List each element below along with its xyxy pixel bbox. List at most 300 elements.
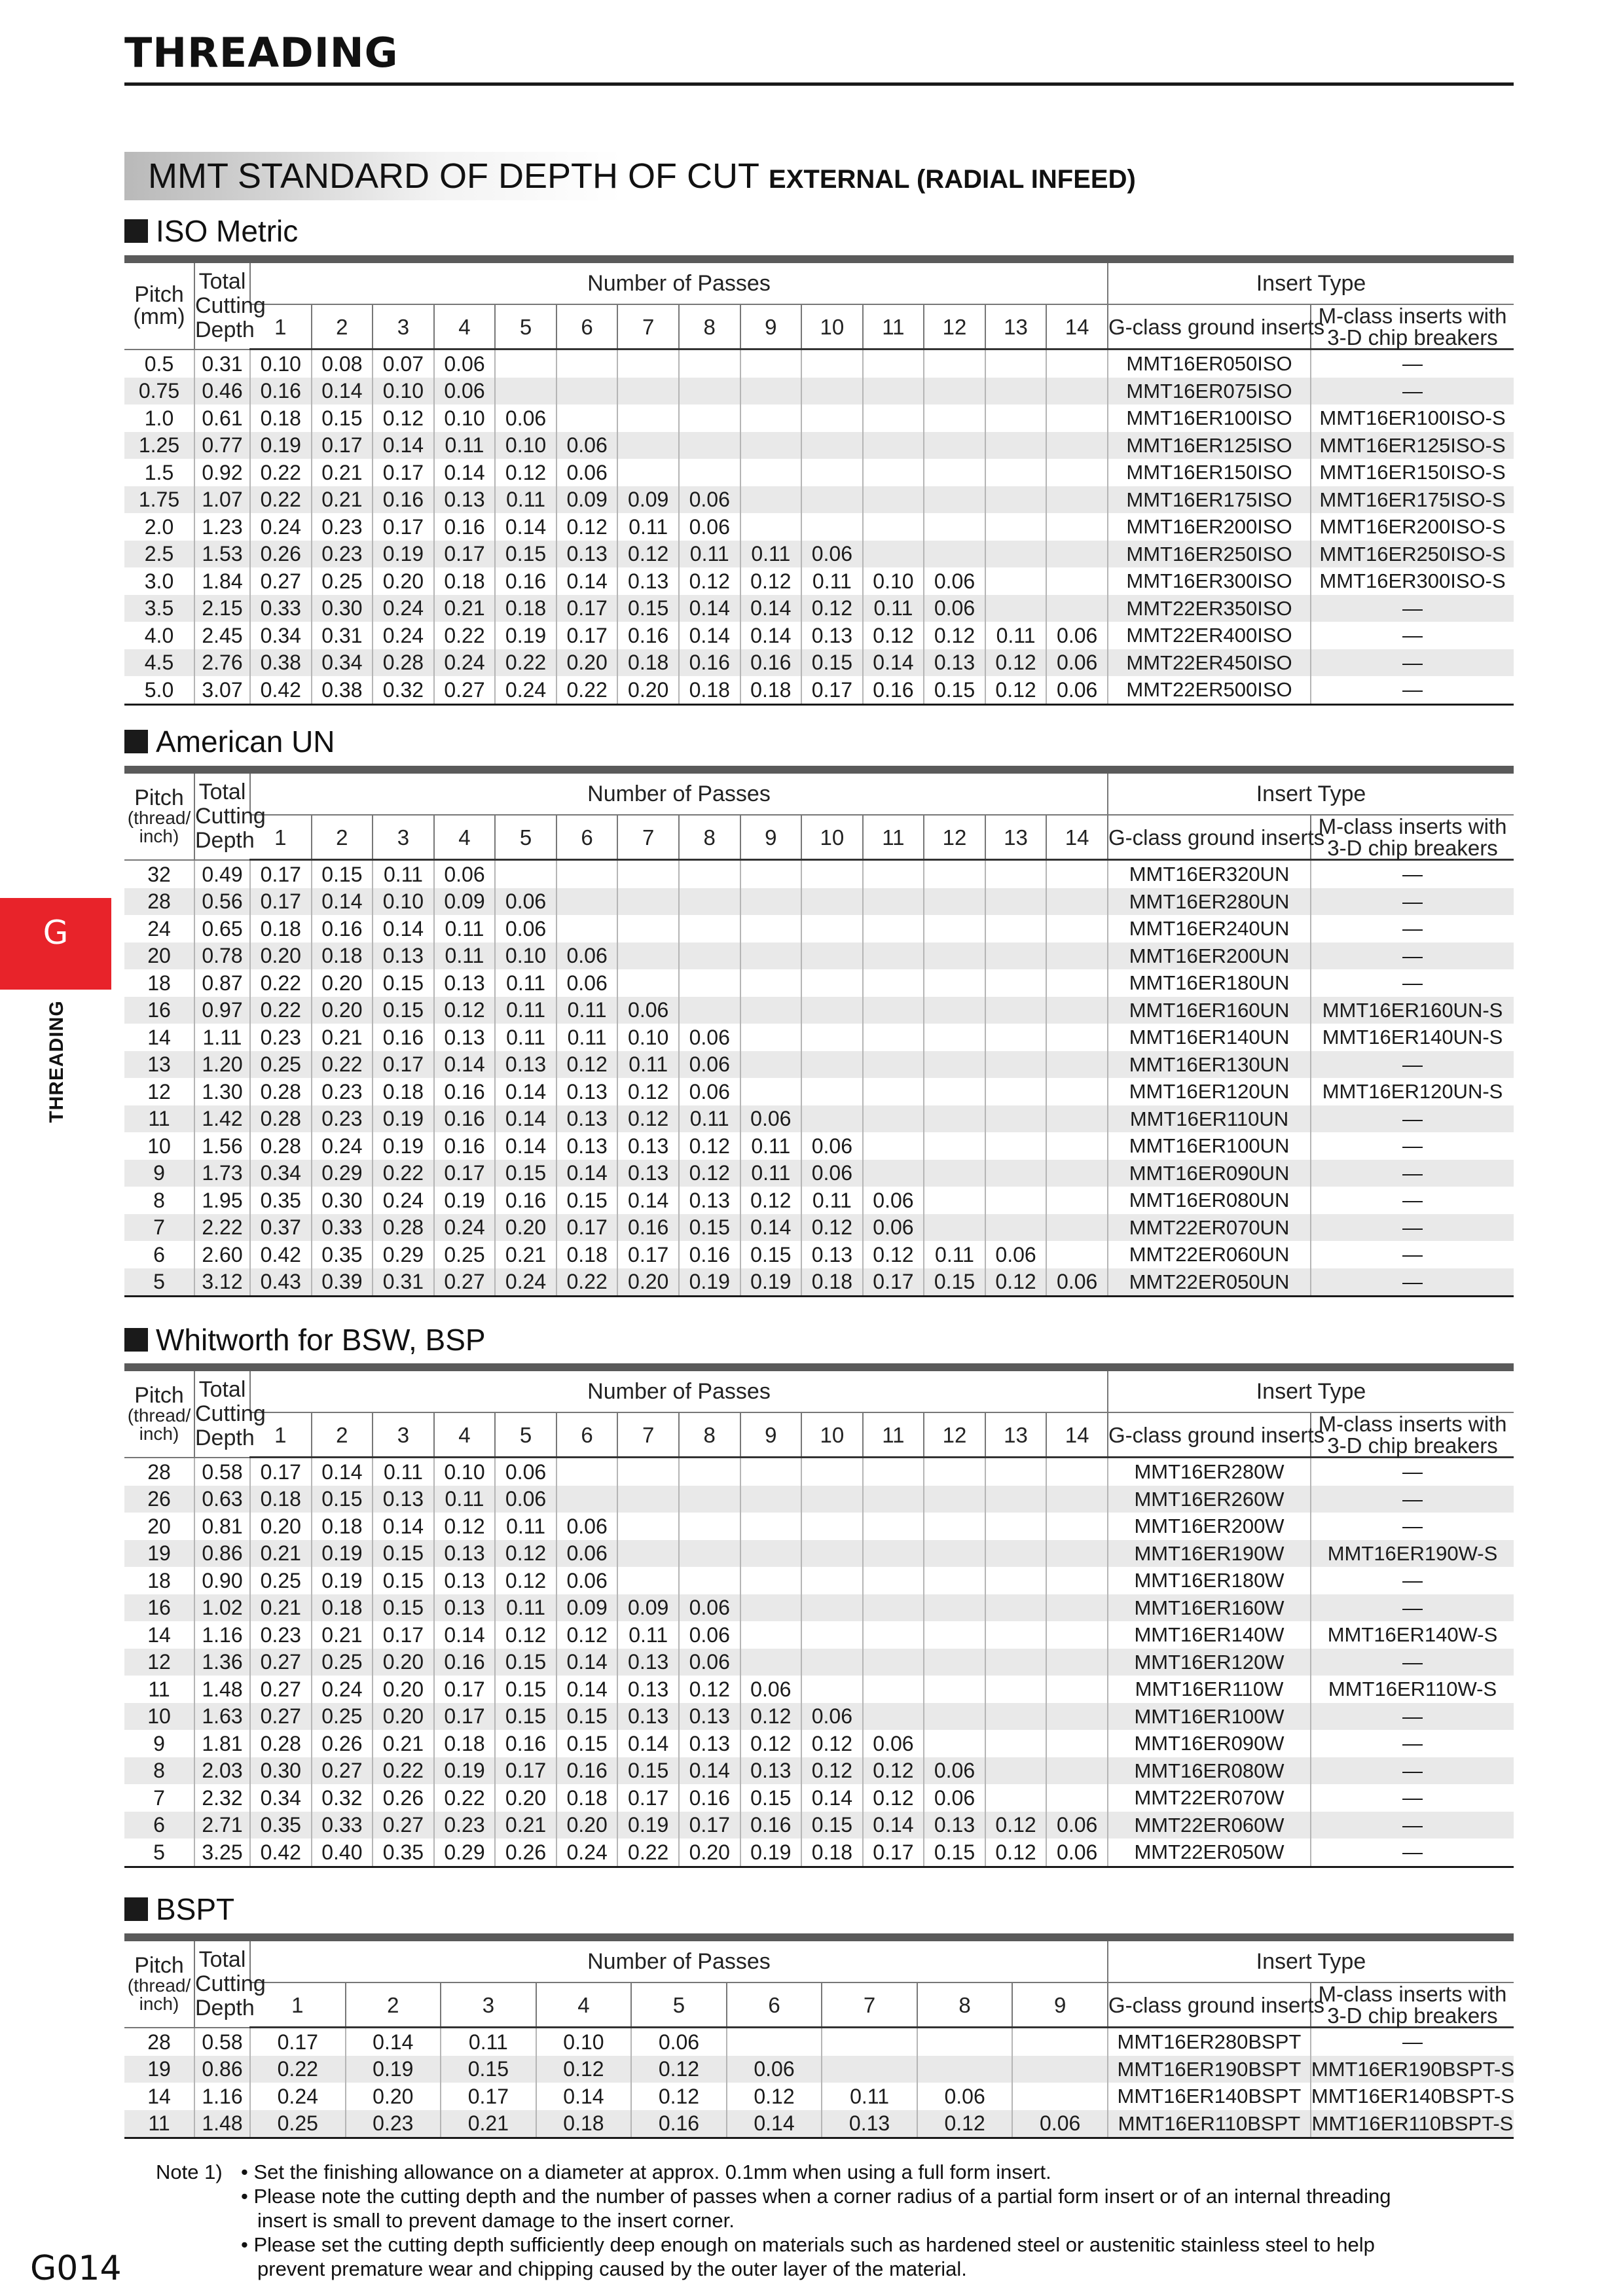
pass-depth-cell: 0.30 bbox=[312, 1187, 373, 1214]
pass-depth-cell bbox=[740, 860, 802, 888]
table-row bbox=[124, 969, 1514, 997]
m-class-insert-cell: — bbox=[1311, 1730, 1514, 1757]
pass-depth-cell bbox=[801, 513, 863, 541]
pass-depth-cell: 0.30 bbox=[312, 595, 373, 622]
pass-depth-cell: 0.19 bbox=[250, 432, 312, 459]
pass-depth-cell: 0.12 bbox=[617, 541, 679, 568]
m-class-insert-cell: — bbox=[1311, 1567, 1514, 1594]
pass-depth-cell: 0.19 bbox=[373, 541, 434, 568]
pass-depth-cell: 0.12 bbox=[495, 459, 556, 486]
pass-depth-cell bbox=[863, 1078, 924, 1105]
pass-depth-cell: 0.12 bbox=[495, 1540, 556, 1568]
pitch-cell: 10 bbox=[147, 1134, 171, 1158]
pass-depth-cell: 0.14 bbox=[556, 1676, 618, 1703]
pass-depth-cell: 0.30 bbox=[250, 1757, 312, 1785]
pass-depth-cell: 0.43 bbox=[250, 1268, 312, 1297]
pass-depth-cell bbox=[1046, 969, 1108, 997]
total-depth-cell: 1.07 bbox=[194, 486, 250, 514]
pitch-cell: 19 bbox=[124, 1540, 194, 1568]
table-heading bbox=[124, 1892, 234, 1927]
pass-depth-cell: 0.27 bbox=[373, 1812, 434, 1839]
pass-depth-cell: 0.26 bbox=[312, 1730, 373, 1757]
pass-depth-cell: 0.13 bbox=[495, 1051, 556, 1079]
pass-depth-cell: 0.17 bbox=[434, 1160, 496, 1187]
pass-depth-cell: 0.15 bbox=[740, 1241, 802, 1268]
pass-depth-cell: 0.39 bbox=[312, 1268, 373, 1297]
number-of-passes-header: Number of Passes bbox=[250, 259, 1108, 304]
m-class-insert-cell: MMT16ER190BSPT-S bbox=[1311, 2056, 1514, 2083]
pass-depth-cell bbox=[924, 541, 985, 568]
insert-type-header: Insert Type bbox=[1108, 1937, 1514, 1982]
pass-number-header: 3 bbox=[373, 815, 434, 860]
m-class-insert-cell: MMT16ER125ISO-S bbox=[1311, 432, 1514, 459]
pitch-cell: 1.75 bbox=[124, 486, 194, 514]
pass-depth-cell: 0.21 bbox=[441, 2110, 536, 2138]
pass-depth-cell: 0.20 bbox=[617, 1268, 679, 1297]
g-class-insert-cell: MMT16ER280BSPT bbox=[1108, 2028, 1311, 2056]
pitch-cell: 8 bbox=[153, 1188, 165, 1212]
m-class-insert-cell: MMT16ER190W-S bbox=[1311, 1540, 1514, 1568]
g-class-insert-cell: MMT16ER140BSPT bbox=[1108, 2083, 1311, 2110]
pass-depth-cell bbox=[924, 1078, 985, 1105]
pass-depth-cell: 0.18 bbox=[617, 649, 679, 677]
pass-depth-cell: 0.33 bbox=[250, 595, 312, 622]
pass-depth-cell: 0.24 bbox=[312, 1132, 373, 1160]
pass-depth-cell bbox=[985, 404, 1047, 432]
g-class-insert-cell: MMT16ER150ISO bbox=[1108, 459, 1311, 486]
pass-depth-cell bbox=[801, 378, 863, 405]
pass-depth-cell bbox=[863, 378, 924, 405]
m-class-insert-cell: — bbox=[1311, 1594, 1514, 1622]
m-class-insert-cell: — bbox=[1311, 1105, 1514, 1133]
total-depth-cell: 1.63 bbox=[194, 1703, 250, 1731]
total-depth-cell: 3.25 bbox=[194, 1839, 250, 1867]
total-depth-cell: 1.23 bbox=[194, 513, 250, 541]
pass-depth-cell: 0.17 bbox=[250, 860, 312, 888]
pass-depth-cell: 0.17 bbox=[250, 888, 312, 916]
pitch-cell: 6 bbox=[124, 1812, 194, 1839]
total-depth-cell: 2.71 bbox=[194, 1812, 250, 1839]
pass-depth-cell: 0.14 bbox=[679, 595, 740, 622]
pass-depth-cell bbox=[740, 1486, 802, 1513]
pass-depth-cell bbox=[801, 969, 863, 997]
pitch-label: Pitch bbox=[134, 282, 184, 308]
pass-depth-cell bbox=[985, 1784, 1047, 1812]
pass-depth-cell: 0.23 bbox=[312, 541, 373, 568]
pass-depth-cell bbox=[1046, 350, 1108, 378]
g-class-insert-cell: MMT16ER110BSPT bbox=[1108, 2110, 1311, 2138]
depth-label: Depth bbox=[195, 1995, 255, 2020]
pass-depth-cell bbox=[801, 942, 863, 970]
pitch-cell: 2.5 bbox=[124, 541, 194, 568]
table-heading bbox=[124, 1322, 486, 1357]
pass-depth-cell: 0.12 bbox=[740, 1730, 802, 1757]
m-class-label-line: 3-D chip breakers bbox=[1327, 2003, 1498, 2028]
pass-depth-cell: 0.13 bbox=[822, 2110, 917, 2138]
pass-depth-cell bbox=[863, 969, 924, 997]
pass-depth-cell: 0.35 bbox=[312, 1241, 373, 1268]
pass-depth-cell: 0.18 bbox=[250, 1486, 312, 1513]
pass-depth-cell: 0.13 bbox=[617, 1649, 679, 1676]
pass-depth-cell bbox=[924, 1024, 985, 1051]
pass-depth-cell bbox=[924, 1730, 985, 1757]
pass-depth-cell: 0.11 bbox=[985, 622, 1047, 649]
g-class-insert-cell: MMT16ER140UN bbox=[1108, 1024, 1311, 1051]
pass-depth-cell: 0.14 bbox=[373, 1513, 434, 1540]
pass-depth-cell: 0.17 bbox=[556, 595, 618, 622]
pass-depth-cell: 0.11 bbox=[679, 541, 740, 568]
pass-number-header: 2 bbox=[312, 1412, 373, 1458]
total-cutting-depth-header bbox=[194, 259, 266, 350]
total-label: Total bbox=[198, 1947, 246, 1973]
g-class-insert-cell: MMT16ER160UN bbox=[1108, 997, 1311, 1024]
pass-depth-cell: 0.11 bbox=[740, 1132, 802, 1160]
pass-number-header: 3 bbox=[373, 304, 434, 350]
pass-depth-cell: 0.11 bbox=[495, 997, 556, 1024]
pass-depth-cell bbox=[617, 942, 679, 970]
pass-depth-cell: 0.11 bbox=[373, 1458, 434, 1486]
total-depth-cell: 0.87 bbox=[194, 969, 250, 997]
pass-depth-cell: 0.14 bbox=[727, 2110, 822, 2138]
total-depth-cell: 1.48 bbox=[194, 2110, 250, 2138]
pass-depth-cell: 0.15 bbox=[495, 1703, 556, 1731]
pass-depth-cell: 0.14 bbox=[495, 1105, 556, 1133]
pass-depth-cell: 0.20 bbox=[556, 649, 618, 677]
pass-depth-cell bbox=[740, 378, 802, 405]
pass-depth-cell: 0.14 bbox=[617, 1187, 679, 1214]
pass-depth-cell bbox=[1046, 1051, 1108, 1079]
pass-depth-cell: 0.28 bbox=[250, 1730, 312, 1757]
pass-depth-cell bbox=[740, 997, 802, 1024]
pass-depth-cell: 0.18 bbox=[536, 2110, 632, 2138]
pass-depth-cell: 0.18 bbox=[801, 1268, 863, 1297]
threading-table bbox=[124, 255, 1514, 706]
pass-depth-cell: 0.14 bbox=[312, 378, 373, 405]
m-class-insert-cell: MMT16ER100ISO-S bbox=[1311, 404, 1514, 432]
pass-depth-cell: 0.19 bbox=[740, 1839, 802, 1867]
cutting-label: Cutting bbox=[195, 293, 266, 318]
m-class-header bbox=[1311, 304, 1514, 350]
pass-depth-cell bbox=[1046, 541, 1108, 568]
total-depth-cell: 0.58 bbox=[194, 1458, 250, 1486]
pass-depth-cell: 0.15 bbox=[312, 1486, 373, 1513]
pass-depth-cell: 0.06 bbox=[1046, 622, 1108, 649]
table-row bbox=[124, 1187, 1514, 1214]
total-depth-cell: 0.81 bbox=[194, 1513, 250, 1540]
table-row bbox=[124, 459, 1514, 486]
pass-depth-cell: 0.12 bbox=[631, 2083, 727, 2110]
total-depth-cell: 1.11 bbox=[194, 1024, 250, 1051]
pass-depth-cell bbox=[863, 459, 924, 486]
m-class-insert-cell: — bbox=[1311, 1132, 1514, 1160]
square-bullet-icon bbox=[124, 1897, 148, 1921]
table-subheader-row bbox=[124, 1412, 1514, 1458]
pitch-unit: (thread/ bbox=[127, 808, 191, 829]
table-header-row bbox=[124, 1367, 1514, 1412]
pass-depth-cell bbox=[863, 1540, 924, 1568]
pass-depth-cell: 0.20 bbox=[250, 1513, 312, 1540]
pass-depth-cell bbox=[1046, 378, 1108, 405]
pass-depth-cell: 0.13 bbox=[434, 1540, 496, 1568]
pass-number-header: 8 bbox=[917, 1982, 1013, 2028]
total-cutting-depth-header bbox=[194, 1937, 266, 2028]
pass-depth-cell: 0.22 bbox=[617, 1839, 679, 1867]
pass-depth-cell: 0.15 bbox=[312, 404, 373, 432]
depth-label: Depth bbox=[195, 1425, 255, 1450]
pass-depth-cell bbox=[924, 1513, 985, 1540]
pass-depth-cell: 0.06 bbox=[679, 1594, 740, 1622]
pass-depth-cell: 0.12 bbox=[863, 1784, 924, 1812]
pass-depth-cell: 0.15 bbox=[373, 997, 434, 1024]
m-class-insert-cell: — bbox=[1311, 676, 1514, 704]
table-row bbox=[124, 1730, 1514, 1757]
pass-depth-cell: 0.18 bbox=[250, 404, 312, 432]
pass-depth-cell: 0.22 bbox=[250, 486, 312, 514]
pitch-cell: 8 bbox=[124, 1757, 194, 1785]
pass-number-header: 12 bbox=[924, 1412, 985, 1458]
note-item bbox=[156, 2160, 1391, 2184]
pass-depth-cell: 0.15 bbox=[556, 1730, 618, 1757]
pass-depth-cell: 0.18 bbox=[679, 676, 740, 704]
pass-depth-cell: 0.28 bbox=[250, 1078, 312, 1105]
pass-depth-cell: 0.09 bbox=[617, 1594, 679, 1622]
pass-depth-cell: 0.10 bbox=[495, 942, 556, 970]
m-class-header bbox=[1311, 1412, 1514, 1458]
g-class-insert-cell: MMT16ER110UN bbox=[1108, 1105, 1311, 1133]
pass-depth-cell: 0.06 bbox=[679, 513, 740, 541]
pass-depth-cell: 0.11 bbox=[434, 1486, 496, 1513]
pass-depth-cell bbox=[801, 1458, 863, 1486]
pass-depth-cell: 0.42 bbox=[250, 1839, 312, 1867]
table-heading bbox=[124, 213, 298, 249]
pass-number-header: 13 bbox=[985, 304, 1047, 350]
pass-depth-cell: 0.06 bbox=[556, 1513, 618, 1540]
number-of-passes-header: Number of Passes bbox=[250, 770, 1108, 815]
pass-depth-cell bbox=[924, 1540, 985, 1568]
pass-depth-cell: 0.35 bbox=[250, 1187, 312, 1214]
pass-depth-cell bbox=[863, 513, 924, 541]
pass-depth-cell: 0.20 bbox=[346, 2083, 441, 2110]
pass-depth-cell: 0.12 bbox=[556, 513, 618, 541]
pass-depth-cell: 0.12 bbox=[434, 997, 496, 1024]
pass-depth-cell bbox=[740, 513, 802, 541]
pass-depth-cell bbox=[495, 350, 556, 378]
pass-depth-cell bbox=[924, 969, 985, 997]
table-row bbox=[124, 942, 1514, 970]
total-depth-cell: 1.30 bbox=[194, 1078, 250, 1105]
pass-depth-cell bbox=[679, 1458, 740, 1486]
table-header-row bbox=[124, 259, 1514, 304]
m-class-insert-cell: — bbox=[1311, 595, 1514, 622]
pass-depth-cell bbox=[617, 1540, 679, 1568]
pass-depth-cell: 0.17 bbox=[863, 1839, 924, 1867]
g-class-insert-cell: MMT16ER240UN bbox=[1108, 915, 1311, 942]
g-class-insert-cell: MMT16ER090W bbox=[1108, 1730, 1311, 1757]
pass-depth-cell: 0.37 bbox=[250, 1214, 312, 1242]
pass-depth-cell: 0.19 bbox=[312, 1540, 373, 1568]
g-class-insert-cell: MMT22ER070UN bbox=[1108, 1214, 1311, 1242]
pass-depth-cell: 0.15 bbox=[924, 1839, 985, 1867]
pass-depth-cell bbox=[801, 1078, 863, 1105]
pass-depth-cell bbox=[985, 595, 1047, 622]
g-class-insert-cell: MMT16ER250ISO bbox=[1108, 541, 1311, 568]
m-class-insert-cell: MMT16ER140W-S bbox=[1311, 1621, 1514, 1649]
pitch-label: Pitch bbox=[134, 785, 184, 811]
pitch-header bbox=[124, 1367, 194, 1458]
g-class-insert-cell: MMT16ER100UN bbox=[1108, 1132, 1311, 1160]
pass-depth-cell: 0.19 bbox=[740, 1268, 802, 1297]
pass-depth-cell bbox=[985, 1214, 1047, 1242]
pass-depth-cell bbox=[801, 997, 863, 1024]
pass-depth-cell: 0.17 bbox=[312, 432, 373, 459]
pitch-cell: 7 bbox=[153, 1785, 165, 1810]
pass-depth-cell: 0.14 bbox=[312, 888, 373, 916]
pass-depth-cell: 0.06 bbox=[679, 1024, 740, 1051]
total-depth-cell: 1.73 bbox=[194, 1160, 250, 1187]
pass-depth-cell: 0.21 bbox=[434, 595, 496, 622]
pass-depth-cell bbox=[801, 1024, 863, 1051]
pass-depth-cell: 0.17 bbox=[434, 541, 496, 568]
pass-depth-cell: 0.11 bbox=[441, 2028, 536, 2056]
total-depth-cell: 2.76 bbox=[194, 649, 250, 677]
pass-depth-cell bbox=[1046, 459, 1108, 486]
note-item bbox=[156, 2184, 1391, 2233]
pass-depth-cell: 0.12 bbox=[679, 1676, 740, 1703]
pass-depth-cell: 0.24 bbox=[312, 1676, 373, 1703]
pass-depth-cell bbox=[1046, 567, 1108, 595]
pass-depth-cell bbox=[617, 888, 679, 916]
m-class-label-line: M-class inserts with bbox=[1318, 1412, 1507, 1436]
g-class-insert-cell: MMT22ER350ISO bbox=[1108, 595, 1311, 622]
pass-depth-cell bbox=[863, 1703, 924, 1731]
pass-depth-cell: 0.10 bbox=[434, 1458, 496, 1486]
pass-depth-cell bbox=[1046, 1540, 1108, 1568]
pass-depth-cell bbox=[924, 1486, 985, 1513]
pass-depth-cell: 0.22 bbox=[250, 969, 312, 997]
pass-depth-cell: 0.14 bbox=[556, 1160, 618, 1187]
pass-depth-cell: 0.15 bbox=[373, 1540, 434, 1568]
pitch-unit: inch) bbox=[139, 1994, 179, 2015]
pass-depth-cell: 0.17 bbox=[617, 1784, 679, 1812]
total-depth-cell: 0.97 bbox=[194, 997, 250, 1024]
pass-depth-cell bbox=[1012, 2028, 1108, 2056]
pass-depth-cell bbox=[924, 915, 985, 942]
threading-table bbox=[124, 1363, 1514, 1868]
pass-depth-cell bbox=[985, 1676, 1047, 1703]
pass-depth-cell: 0.11 bbox=[617, 1621, 679, 1649]
total-cutting-depth-header bbox=[194, 770, 266, 860]
pass-depth-cell bbox=[1046, 1160, 1108, 1187]
pitch-header bbox=[124, 770, 194, 860]
pass-depth-cell: 0.24 bbox=[250, 2083, 346, 2110]
pass-depth-cell bbox=[679, 969, 740, 997]
pass-depth-cell bbox=[985, 1024, 1047, 1051]
pass-depth-cell: 0.12 bbox=[740, 1703, 802, 1731]
g-class-insert-cell: MMT16ER180UN bbox=[1108, 969, 1311, 997]
total-depth-cell: 0.77 bbox=[194, 432, 250, 459]
pass-depth-cell bbox=[1046, 1105, 1108, 1133]
g-class-header: G-class ground inserts bbox=[1108, 1982, 1311, 2028]
pass-depth-cell: 0.21 bbox=[250, 1594, 312, 1622]
pass-depth-cell: 0.11 bbox=[495, 486, 556, 514]
pass-depth-cell: 0.22 bbox=[556, 1268, 618, 1297]
pass-number-header: 6 bbox=[556, 304, 618, 350]
pass-depth-cell: 0.15 bbox=[801, 649, 863, 677]
pass-depth-cell: 0.14 bbox=[617, 1730, 679, 1757]
pass-depth-cell bbox=[863, 1132, 924, 1160]
pass-depth-cell: 0.11 bbox=[863, 595, 924, 622]
pass-depth-cell bbox=[985, 1730, 1047, 1757]
pass-depth-cell: 0.09 bbox=[617, 486, 679, 514]
pass-depth-cell: 0.16 bbox=[250, 378, 312, 405]
pass-depth-cell: 0.20 bbox=[250, 942, 312, 970]
pass-depth-cell: 0.18 bbox=[312, 1513, 373, 1540]
pitch-cell: 12 bbox=[147, 1079, 171, 1103]
pass-depth-cell: 0.42 bbox=[250, 1241, 312, 1268]
pass-depth-cell: 0.06 bbox=[924, 595, 985, 622]
pass-depth-cell: 0.15 bbox=[373, 1594, 434, 1622]
pass-depth-cell bbox=[679, 459, 740, 486]
pass-depth-cell bbox=[801, 1594, 863, 1622]
pass-depth-cell: 0.13 bbox=[617, 1676, 679, 1703]
pass-number-header: 6 bbox=[727, 1982, 822, 2028]
m-class-insert-cell: MMT16ER250ISO-S bbox=[1311, 541, 1514, 568]
pass-depth-cell: 0.22 bbox=[250, 2056, 346, 2083]
pass-depth-cell: 0.06 bbox=[679, 1621, 740, 1649]
pass-depth-cell: 0.06 bbox=[1046, 676, 1108, 704]
pass-depth-cell: 0.12 bbox=[373, 404, 434, 432]
pass-depth-cell: 0.12 bbox=[801, 1214, 863, 1242]
pass-depth-cell: 0.17 bbox=[617, 1241, 679, 1268]
pass-depth-cell: 0.23 bbox=[250, 1621, 312, 1649]
pass-depth-cell: 0.14 bbox=[863, 1812, 924, 1839]
pitch-cell: 28 bbox=[147, 1460, 171, 1484]
pass-depth-cell: 0.15 bbox=[312, 860, 373, 888]
pass-depth-cell: 0.19 bbox=[434, 1187, 496, 1214]
pass-depth-cell bbox=[495, 378, 556, 405]
pass-depth-cell: 0.14 bbox=[434, 1051, 496, 1079]
pass-depth-cell bbox=[679, 378, 740, 405]
pass-depth-cell: 0.09 bbox=[434, 888, 496, 916]
pass-depth-cell: 0.21 bbox=[250, 1540, 312, 1568]
pass-depth-cell: 0.15 bbox=[924, 1268, 985, 1297]
pass-depth-cell: 0.14 bbox=[740, 622, 802, 649]
pass-depth-cell bbox=[556, 1458, 618, 1486]
insert-type-header: Insert Type bbox=[1108, 1367, 1514, 1412]
table-row bbox=[124, 1703, 1514, 1731]
total-depth-cell: 0.86 bbox=[194, 1540, 250, 1568]
pass-depth-cell: 0.14 bbox=[556, 1649, 618, 1676]
g-class-insert-cell: MMT22ER060UN bbox=[1108, 1241, 1311, 1268]
pass-depth-cell: 0.17 bbox=[801, 676, 863, 704]
pass-depth-cell bbox=[679, 350, 740, 378]
pass-depth-cell bbox=[801, 1513, 863, 1540]
m-class-label-line: 3-D chip breakers bbox=[1327, 836, 1498, 860]
pass-depth-cell: 0.25 bbox=[434, 1241, 496, 1268]
pass-depth-cell: 0.25 bbox=[312, 567, 373, 595]
pass-depth-cell bbox=[924, 1105, 985, 1133]
table-subheader-row bbox=[124, 1982, 1514, 2028]
pitch-cell: 3.0 bbox=[144, 569, 174, 593]
pass-depth-cell bbox=[679, 888, 740, 916]
g-class-insert-cell: MMT16ER110W bbox=[1108, 1676, 1311, 1703]
g-class-insert-cell: MMT16ER300ISO bbox=[1108, 567, 1311, 595]
m-class-insert-cell: — bbox=[1311, 1757, 1514, 1785]
pass-depth-cell: 0.18 bbox=[434, 1730, 496, 1757]
pass-depth-cell: 0.19 bbox=[495, 622, 556, 649]
pass-depth-cell: 0.12 bbox=[985, 1839, 1047, 1867]
pass-depth-cell: 0.17 bbox=[373, 1051, 434, 1079]
